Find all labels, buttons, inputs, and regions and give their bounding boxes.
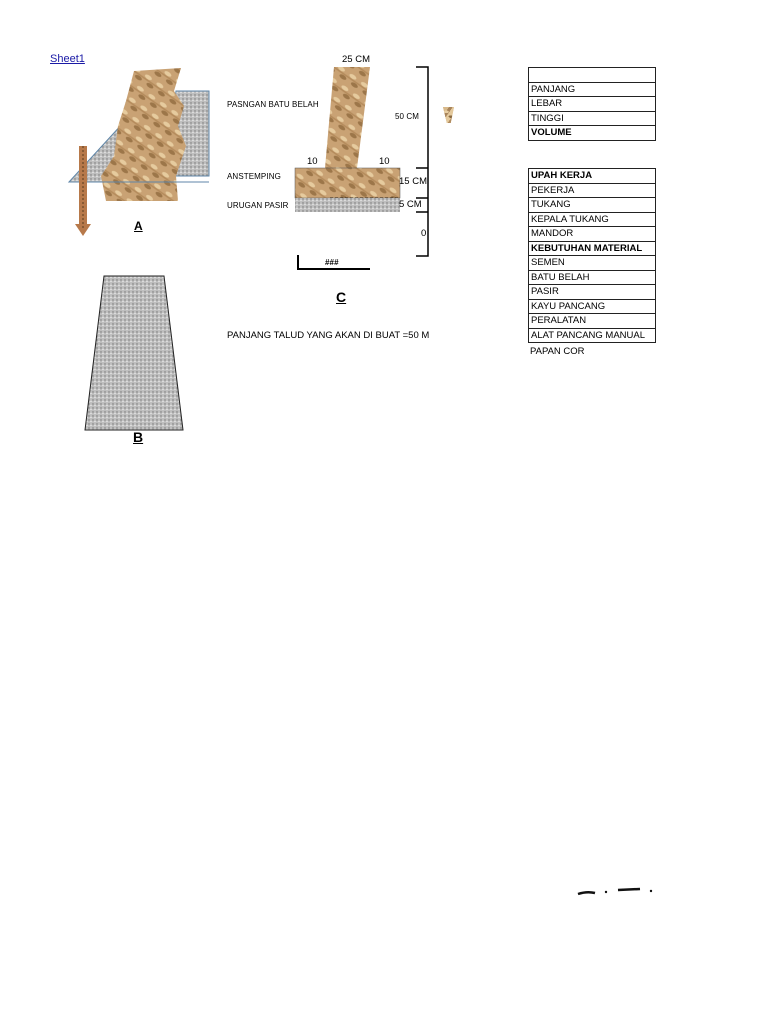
volume-row-cell[interactable]: TINGGI <box>529 111 656 126</box>
label-pasangan-batu-belah: PASNGAN BATU BELAH <box>227 100 319 109</box>
volume-row <box>529 82 656 97</box>
cost-row-cell[interactable]: PERALATAN <box>529 314 656 329</box>
figure-a-label: A <box>134 219 143 233</box>
figure-a-drawing <box>66 66 211 241</box>
cost-row <box>529 270 656 285</box>
cost-row <box>529 198 656 213</box>
figure-b <box>84 275 184 432</box>
label-anstemping: ANSTEMPING <box>227 172 281 181</box>
dim-right-offset: 10 <box>379 156 390 167</box>
dim-top-width: 25 CM <box>342 54 370 65</box>
dim-left-offset: 10 <box>307 156 318 167</box>
sheet-tab-link[interactable]: Sheet1 <box>50 53 85 65</box>
dim-5cm: 5 CM <box>399 199 422 210</box>
cost-row-cell[interactable]: SEMEN <box>529 256 656 271</box>
cost-table <box>528 168 656 343</box>
volume-row <box>529 111 656 126</box>
rock-swatch-icon <box>443 107 454 123</box>
volume-row <box>529 126 656 141</box>
figure-b-drawing <box>84 275 184 432</box>
cost-row-cell[interactable]: BATU BELAH <box>529 270 656 285</box>
figure-c <box>290 62 435 277</box>
length-note-text: PANJANG TALUD YANG AKAN DI BUAT = <box>227 330 409 341</box>
cost-row-cell[interactable]: UPAH KERJA <box>529 169 656 184</box>
dim-height: 50 CM <box>395 112 420 121</box>
cost-row <box>529 256 656 271</box>
volume-row <box>529 97 656 112</box>
cost-row-cell[interactable]: KEPALA TUKANG <box>529 212 656 227</box>
cost-row <box>529 212 656 227</box>
figure-c-drawing <box>290 62 435 277</box>
volume-row-cell[interactable]: PANJANG <box>529 82 656 97</box>
cost-row-cell[interactable]: PASIR <box>529 285 656 300</box>
label-urugan-pasir: URUGAN PASIR <box>227 201 289 210</box>
figure-c-label: C <box>336 289 347 305</box>
volume-row-cell[interactable]: LEBAR <box>529 97 656 112</box>
cost-row <box>529 183 656 198</box>
cost-row <box>529 299 656 314</box>
cost-row-cell[interactable]: KAYU PANCANG <box>529 299 656 314</box>
papan-cor-label: PAPAN COR <box>530 346 585 357</box>
figure-b-label: B <box>133 429 144 445</box>
cost-row-cell[interactable]: KEBUTUHAN MATERIAL <box>529 241 656 256</box>
cost-row-cell[interactable]: MANDOR <box>529 227 656 242</box>
length-note <box>227 330 429 341</box>
cost-row <box>529 169 656 184</box>
cost-row <box>529 285 656 300</box>
volume-row <box>529 68 656 83</box>
cost-row <box>529 314 656 329</box>
cost-row-cell[interactable]: ALAT PANCANG MANUAL <box>529 328 656 343</box>
length-note-value: 50 M <box>408 330 430 341</box>
cost-row <box>529 241 656 256</box>
cost-row <box>529 227 656 242</box>
volume-row-cell[interactable]: VOLUME <box>529 126 656 141</box>
dim-zero: 0 <box>421 228 427 239</box>
volume-table <box>528 67 656 141</box>
dim-15cm: 15 CM <box>399 176 427 187</box>
signature-scribble <box>575 882 660 902</box>
signature-mark <box>575 882 660 907</box>
cost-row-cell[interactable]: TUKANG <box>529 198 656 213</box>
dim-base-width: ### <box>325 258 339 267</box>
cost-row <box>529 328 656 343</box>
figure-a <box>66 66 211 241</box>
cost-row-cell[interactable]: PEKERJA <box>529 183 656 198</box>
volume-row-cell[interactable] <box>529 68 656 83</box>
